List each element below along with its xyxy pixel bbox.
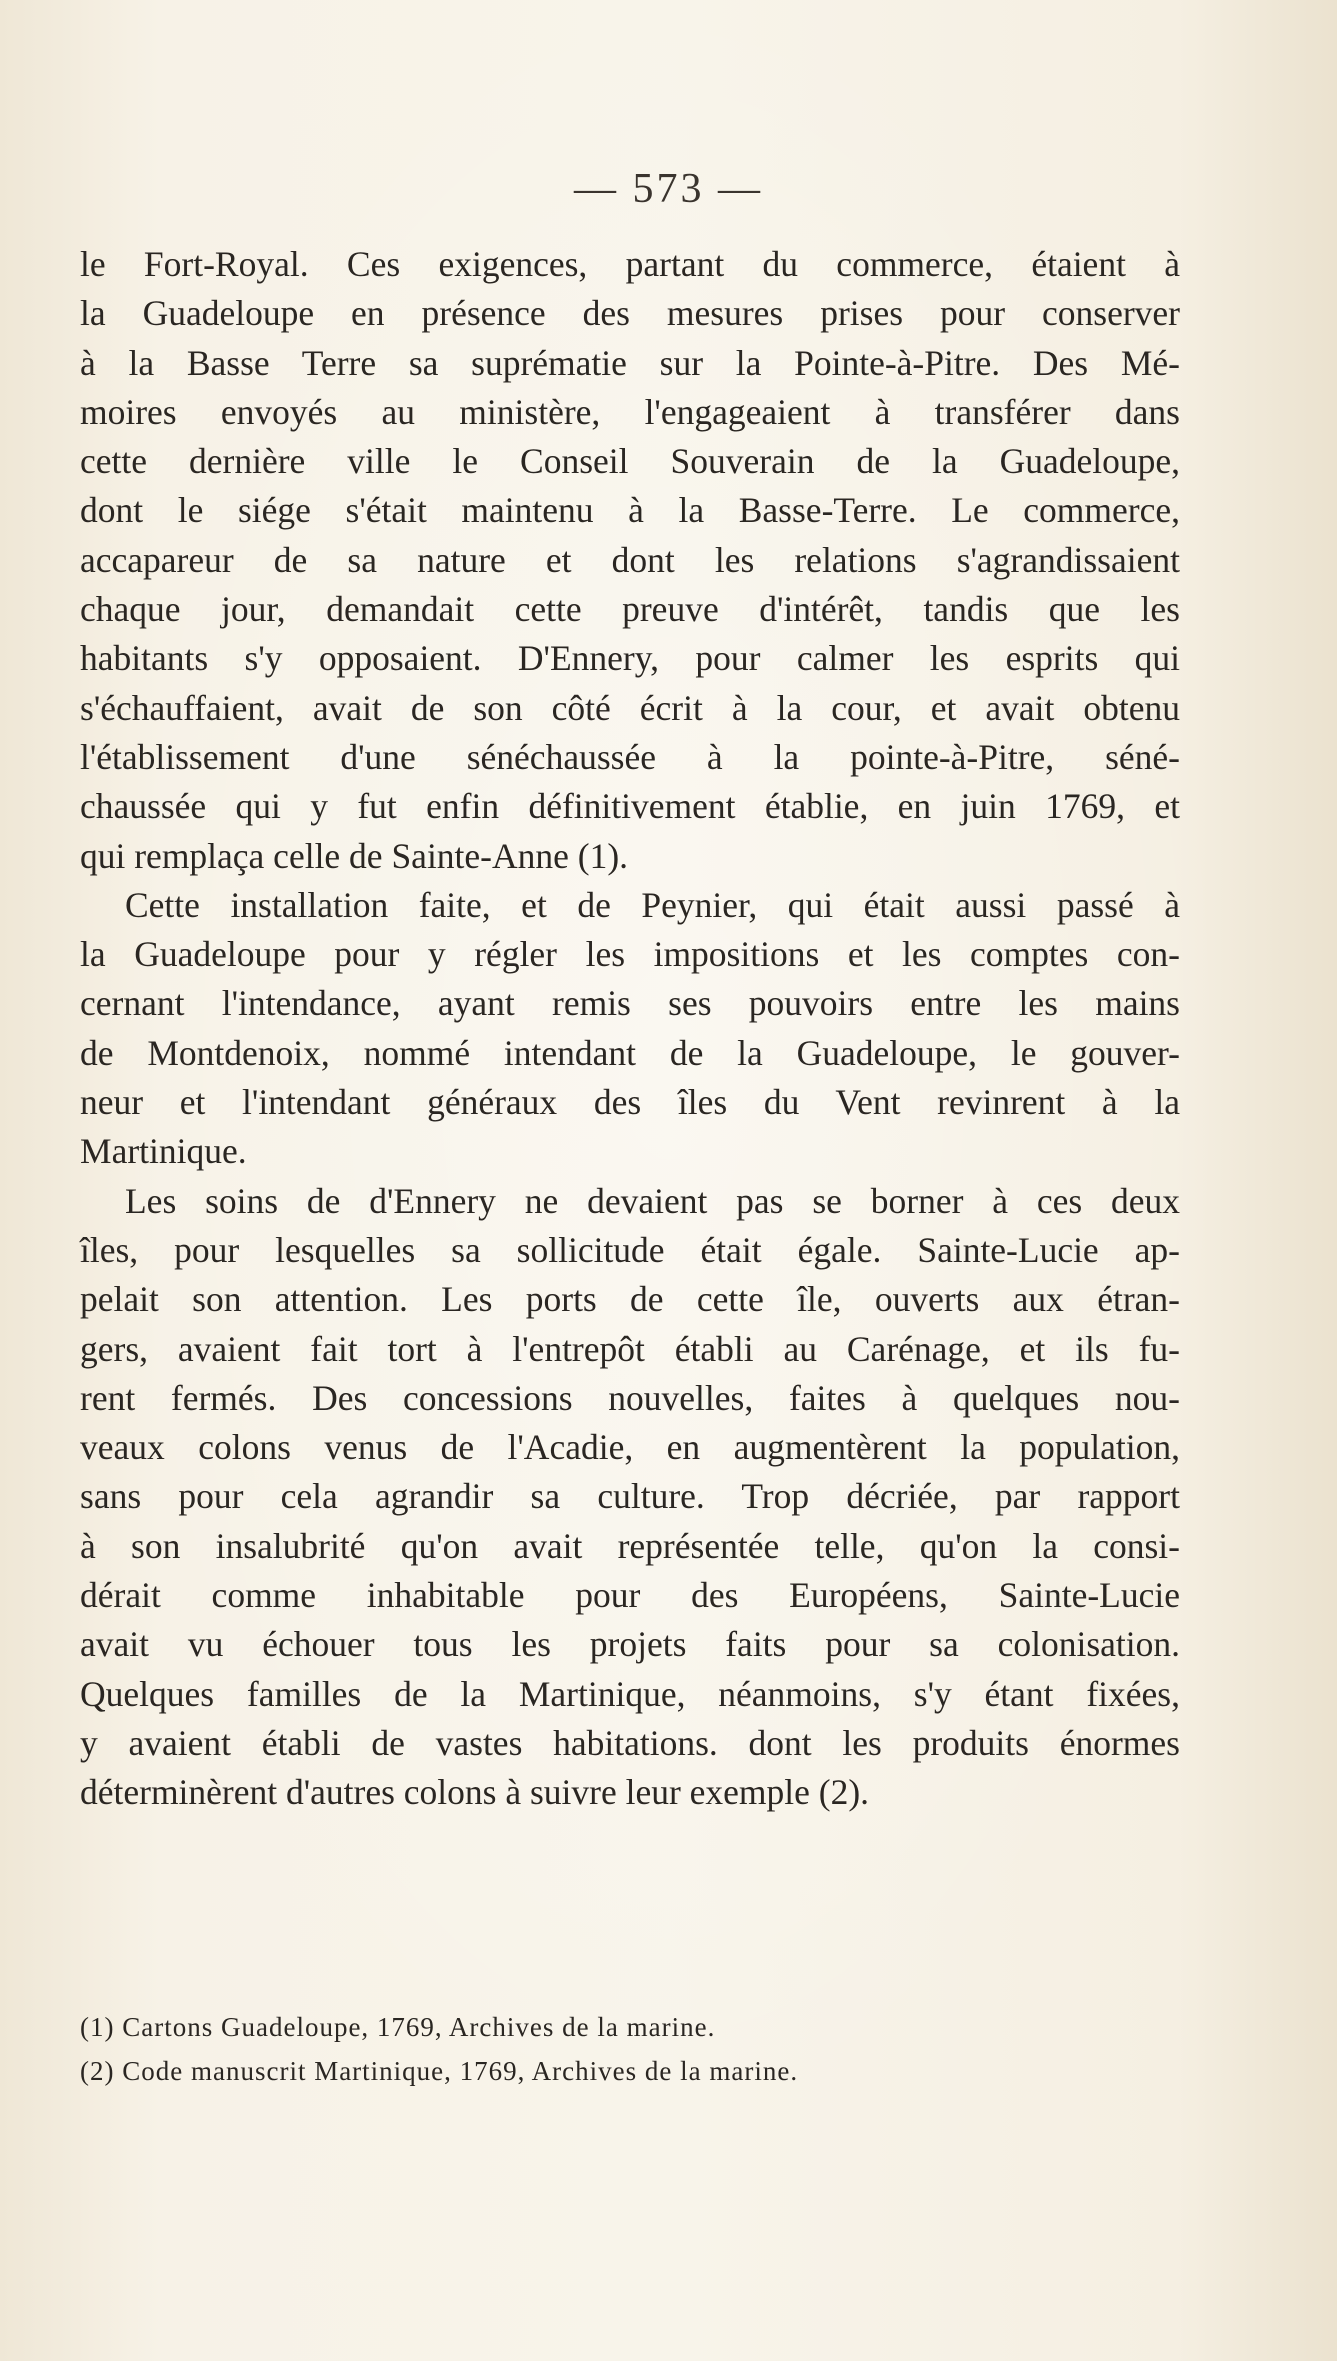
text-line: rent fermés. Des concessions nouvelles, faites à quelques nou- [80,1377,1180,1418]
text-line: avait vu échouer tous les projets faits pour sa colonisation. [80,1624,1180,1665]
footnote: (2) Code manuscrit Martinique, 1769, Archives de la marine. [80,2056,799,2086]
text-line: moires envoyés au ministère, l'engageaient à transférer dans [80,391,1180,432]
footnotes [80,2005,1180,2093]
text-line: neur et l'intendant généraux des îles du Vent revinrent à la [80,1082,1180,1123]
text-line: veaux colons venus de l'Acadie, en augmentèrent la population, [80,1427,1180,1468]
text-line: à la Basse Terre sa suprématie sur la Pointe-à-Pitre. Des Mé- [80,342,1180,383]
text-line: le Fort-Royal. Ces exigences, partant du commerce, étaient à [80,244,1180,284]
text-line: accapareur de sa nature et dont les relations s'agrandissaient [80,539,1180,580]
text-line: à son insalubrité qu'on avait représentée telle, qu'on la consi- [80,1525,1180,1566]
text-line: de Montdenoix, nommé intendant de la Guadeloupe, le gouver- [80,1032,1180,1073]
text-line: la Guadeloupe en présence des mesures prises pour conserver [80,293,1180,334]
text-line: Quelques familles de la Martinique, néanmoins, s'y étant fixées, [80,1673,1180,1714]
text-line: chaussée qui y fut enfin définitivement établie, en juin 1769, et [80,786,1180,827]
page-number: — 573 — [574,166,763,212]
text-line: l'établissement d'une sénéchaussée à la pointe-à-Pitre, séné- [80,736,1180,777]
body-text [80,240,1180,1818]
text-line: sans pour cela agrandir sa culture. Trop décriée, par rapport [80,1476,1180,1517]
text-line: la Guadeloupe pour y régler les impositions et les comptes con- [80,934,1180,975]
text-line: qui remplaça celle de Sainte-Anne (1). [80,835,629,876]
text-line: dérait comme inhabitable pour des Européens, Sainte-Lucie [80,1575,1180,1616]
text-line: Les soins de d'Ennery ne devaient pas se borner à ces deux [125,1180,1180,1221]
text-line: chaque jour, demandait cette preuve d'intérêt, tandis que les [80,589,1180,630]
text-line: s'échauffaient, avait de son côté écrit à la cour, et avait obtenu [80,687,1180,728]
text-line: Martinique. [80,1131,247,1172]
text-line: cette dernière ville le Conseil Souverain de la Guadeloupe, [80,441,1180,482]
text-line: déterminèrent d'autres colons à suivre leur exemple (2). [80,1772,870,1813]
text-line: cernant l'intendance, ayant remis ses pouvoirs entre les mains [80,983,1180,1024]
text-line: pelait son attention. Les ports de cette île, ouverts aux étran- [80,1279,1180,1320]
text-line: îles, pour lesquelles sa sollicitude était égale. Sainte-Lucie ap- [80,1229,1180,1270]
text-line: y avaient établi de vastes habitations. dont les produits énormes [80,1722,1180,1763]
footnote: (1) Cartons Guadeloupe, 1769, Archives de la marine. [80,2012,716,2042]
text-line: dont le siége s'était maintenu à la Basse-Terre. Le commerce, [80,490,1180,531]
text-line: Cette installation faite, et de Peynier, qui était aussi passé à [125,884,1180,925]
text-line: gers, avaient fait tort à l'entrepôt établi au Carénage, et ils fu- [80,1328,1180,1369]
text-line: habitants s'y opposaient. D'Ennery, pour calmer les esprits qui [80,638,1180,679]
